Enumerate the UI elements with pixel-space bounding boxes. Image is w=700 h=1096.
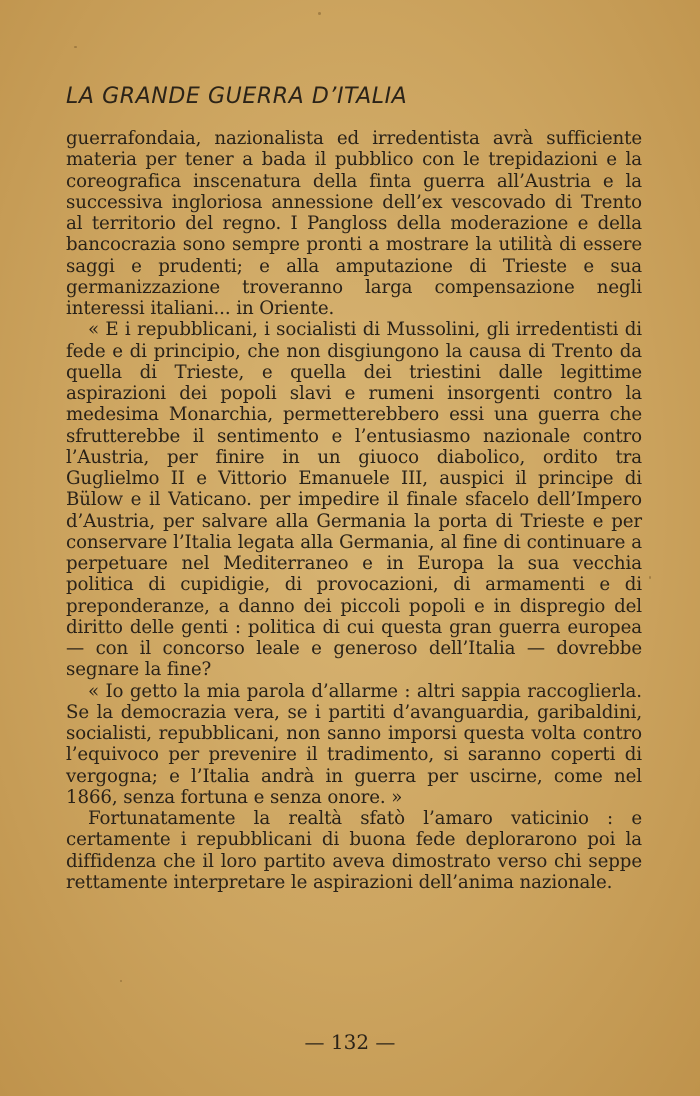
- body-text: [66, 128, 642, 893]
- paragraph-1: guerrafondaia, nazionalista ed irredentista avrà sufficiente materia per tener a bada il pubblico con le trepidazioni e la coreografica inscenatura della finta guerra all’Austria e la successiva ingloriosa annessione dell’ex vescovado di Trento al territorio del regno. I Pangloss della moderazione e della bancocrazia sono sempre pronti a mostrare la utilità di essere saggi e prudenti; e alla amputazione di Trieste e sua germanizzazione troveranno larga compensazione negli interessi italiani... in Oriente.: [66, 128, 642, 319]
- paper-speck: [74, 46, 77, 48]
- paragraph-2: « E i repubblicani, i socialisti di Mussolini, gli irredentisti di fede e di principio, che non disgiungono la causa di Trento da quella di Trieste, e quella dei triestini dalle legittime aspirazioni dei popoli slavi e rumeni insorgenti contro la medesima Monarchia, permetterebbero essi una guerra che sfrutterebbe il sentimento e l’entusiasmo nazionale contro l’Austria, per finire in un giuoco diabolico, ordito tra Guglielmo II e Vittorio Emanuele III, auspici il principe di Bülow e il Vaticano. per impedire il finale sfacelo dell’Impero d’Austria, per salvare alla Germania la porta di Trieste e per conservare l’Italia legata alla Germania, al fine di continuare a perpetuare nel Mediterraneo e in Europa la sua vecchia politica di cupidigie, di provocazioni, di armamenti e di preponderanze, a danno dei piccoli popoli e in dispregio del diritto delle genti : politica di cui questa gran guerra europea — con il concorso leale e generoso dell’Italia — dovrebbe segnare la fine?: [66, 319, 642, 681]
- page-number: — 132 —: [304, 1030, 396, 1054]
- paragraph-3: « Io getto la mia parola d’allarme : altri sappia raccoglierla. Se la democrazia vera, se i partiti d’avanguardia, garibaldini, socialisti, repubblicani, non sanno imporsi questa volta contro l’equivoco per prevenire il tradimento, si saranno coperti di vergogna; e l’Italia andrà in guerra per uscirne, come nel 1866, senza fortuna e senza onore. »: [66, 680, 642, 808]
- running-head: LA GRANDE GUERRA D’ITALIA: [66, 84, 408, 109]
- paper-speck: [649, 576, 651, 579]
- paper-speck: [318, 12, 321, 15]
- paragraph-4: Fortunatamente la realtà sfatò l’amaro vaticinio : e certamente i repubblicani di buona fede deplorarono poi la diffidenza che il loro partito aveva dimostrato verso chi seppe rettamente interpretare le aspirazioni dell’anima nazionale.: [66, 808, 642, 893]
- paper-speck: [120, 980, 122, 982]
